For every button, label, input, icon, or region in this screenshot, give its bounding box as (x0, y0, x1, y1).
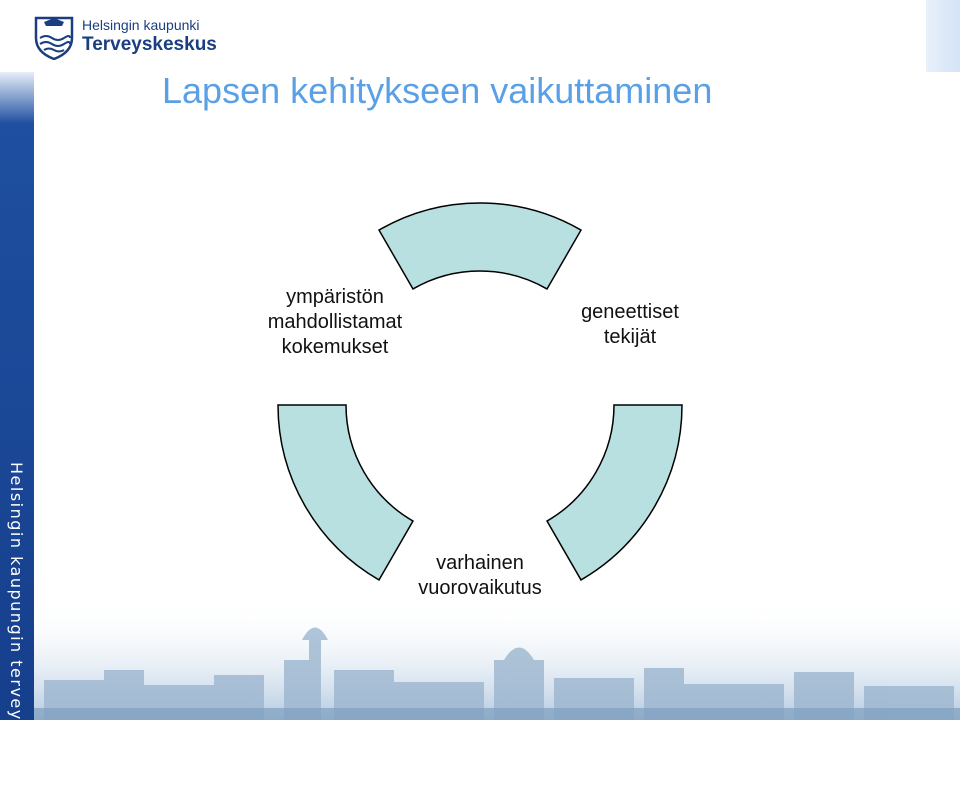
label-genetic-line-2: tekijät (603, 326, 657, 348)
city-skyline-image (34, 600, 960, 720)
label-genetic (540, 300, 720, 350)
side-label: Helsingin kaupungin terveyskeskus (7, 462, 26, 794)
logo-line-2: Terveyskeskus (82, 34, 217, 55)
label-environment-line-1: ympäristön (286, 286, 384, 308)
label-genetic-line-1: geneettiset (581, 301, 679, 323)
segment-top (379, 203, 581, 289)
logo-line-1: Helsingin kaupunki (82, 17, 200, 33)
label-environment-line-3: kokemukset (281, 336, 389, 358)
label-interaction (390, 551, 570, 601)
label-interaction-line-2: vuorovaikutus (418, 577, 542, 599)
label-environment (235, 285, 435, 360)
label-environment-line-2: mahdollistamat (267, 311, 403, 333)
page-title: Lapsen kehitykseen vaikuttaminen (162, 70, 713, 111)
label-interaction-line-1: varhainen (436, 552, 524, 574)
